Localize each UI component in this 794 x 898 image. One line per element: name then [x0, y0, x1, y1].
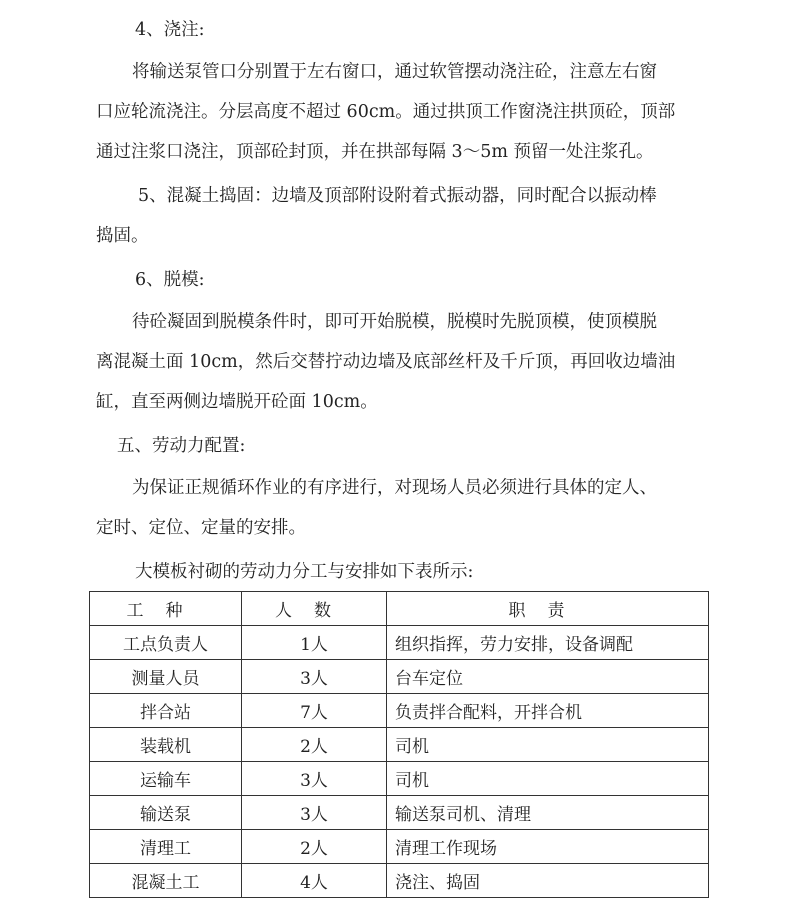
text-line: 定时、定位、定量的安排。 [96, 518, 306, 538]
section-heading-labor: 五、劳动力配置: [117, 436, 246, 456]
cell-trade: 拌合站 [90, 694, 242, 728]
section-heading-pour: 4、浇注: [135, 20, 205, 40]
cell-duty: 负责拌合配料，开拌合机 [387, 694, 709, 728]
cell-duty: 输送泵司机、清理 [387, 796, 709, 830]
text-line: 口应轮流浇注。分层高度不超过 60cm。通过拱顶工作窗浇注拱顶砼，顶部 [96, 102, 676, 122]
table-header-row [90, 592, 709, 626]
table-intro: 大模板衬砌的劳动力分工与安排如下表所示: [135, 562, 474, 582]
text-line: 捣固。 [96, 226, 149, 246]
labor-table [89, 591, 709, 898]
text-line: 待砼凝固到脱模条件时，即可开始脱模，脱模时先脱顶模，使顶模脱 [132, 312, 657, 332]
cell-trade: 测量人员 [90, 660, 242, 694]
table-row [90, 728, 709, 762]
paragraph-pour [96, 52, 706, 172]
cell-duty: 组织指挥，劳力安排，设备调配 [387, 626, 709, 660]
cell-trade: 输送泵 [90, 796, 242, 830]
cell-trade: 清理工 [90, 830, 242, 864]
text-line: 缸，直至两侧边墙脱开砼面 10cm。 [96, 392, 378, 412]
paragraph-labor [96, 468, 706, 548]
cell-count: 4人 [242, 864, 387, 898]
cell-duty: 台车定位 [387, 660, 709, 694]
cell-count: 3人 [242, 660, 387, 694]
text-line: 将输送泵管口分别置于左右窗口，通过软管摆动浇注砼，注意左右窗 [132, 62, 657, 82]
cell-trade: 工点负责人 [90, 626, 242, 660]
table-row [90, 796, 709, 830]
table-row [90, 830, 709, 864]
cell-trade: 混凝土工 [90, 864, 242, 898]
table-row [90, 762, 709, 796]
table-row [90, 626, 709, 660]
cell-count: 7人 [242, 694, 387, 728]
cell-count: 1人 [242, 626, 387, 660]
paragraph-tamping [96, 176, 706, 256]
table-row [90, 660, 709, 694]
text-line: 为保证正规循环作业的有序进行，对现场人员必须进行具体的定人、 [132, 478, 657, 498]
cell-count: 2人 [242, 830, 387, 864]
cell-duty: 司机 [387, 728, 709, 762]
cell-count: 3人 [242, 796, 387, 830]
table-row [90, 694, 709, 728]
column-header-trade: 工种 [90, 592, 242, 626]
paragraph-demold [96, 302, 706, 422]
text-line: 5、混凝土捣固：边墙及顶部附设附着式振动器，同时配合以振动棒 [138, 186, 657, 206]
cell-count: 3人 [242, 762, 387, 796]
column-header-count: 人数 [242, 592, 387, 626]
text-line: 通过注浆口浇注，顶部砼封顶，并在拱部每隔 3～5m 预留一处注浆孔。 [96, 142, 654, 162]
section-heading-demold: 6、脱模: [135, 270, 205, 290]
text-line: 离混凝土面 10cm，然后交替拧动边墙及底部丝杆及千斤顶，再回收边墙油 [96, 352, 676, 372]
cell-trade: 装载机 [90, 728, 242, 762]
cell-duty: 浇注、捣固 [387, 864, 709, 898]
cell-duty: 司机 [387, 762, 709, 796]
cell-duty: 清理工作现场 [387, 830, 709, 864]
cell-trade: 运输车 [90, 762, 242, 796]
column-header-duty: 职责 [387, 592, 709, 626]
cell-count: 2人 [242, 728, 387, 762]
